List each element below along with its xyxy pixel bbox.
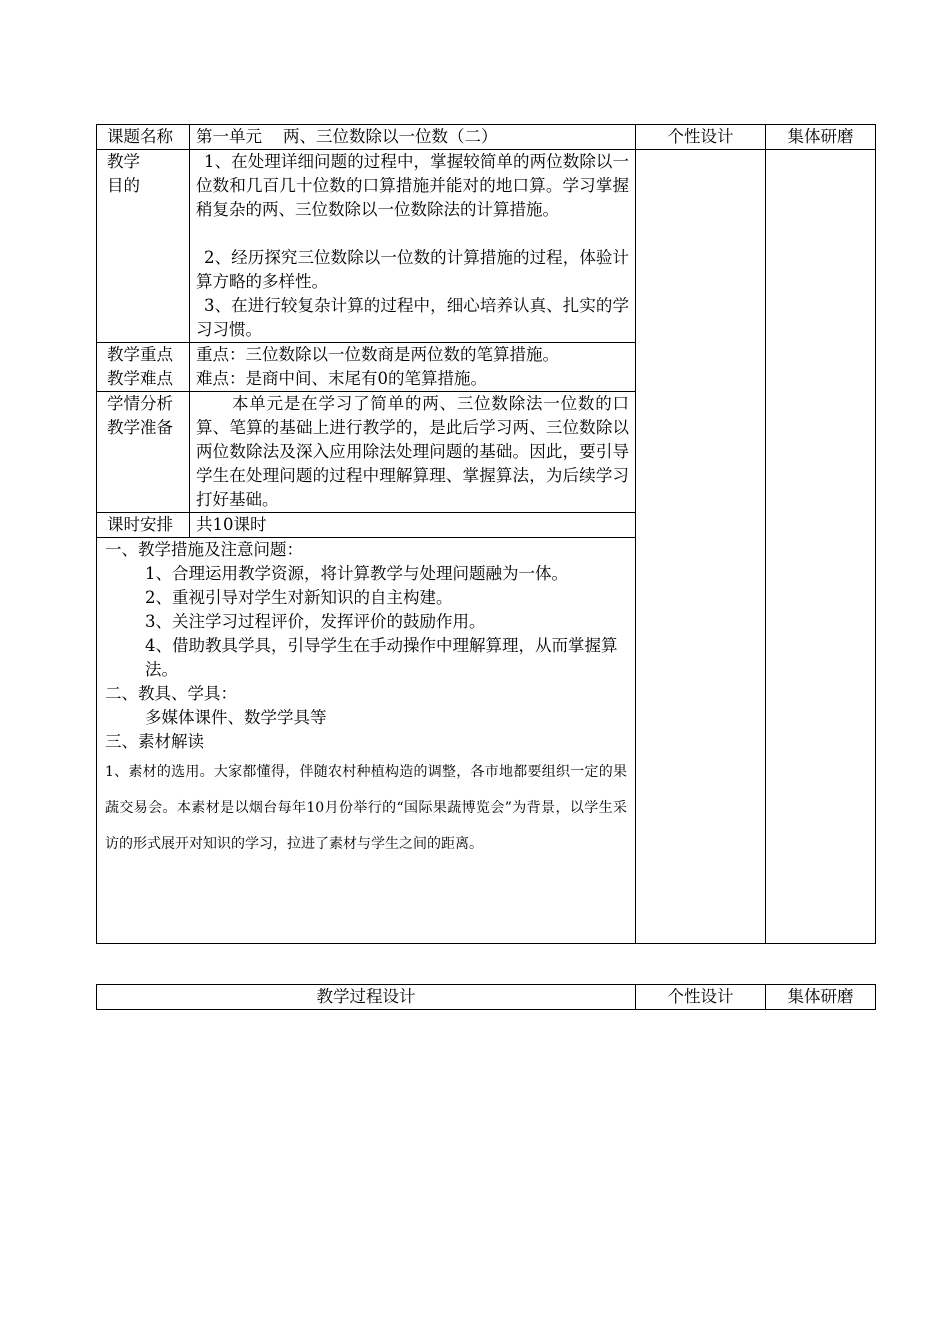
section1-title: 一、教学措施及注意问题： <box>105 540 303 559</box>
objectives-content <box>190 150 636 343</box>
section3-text: 1、素材的选用。大家都懂得，伴随农村种植构造的调整，各市地都要组织一定的果蔬交易会。本素材是以烟台每年10月份举行的“国际果蔬博览会”为背景，以学生采访的形式展开对知识的学习，拉进了素材与学生之间的距离。 <box>105 764 627 852</box>
analysis-label: 学情分析 教学准备 <box>97 392 190 513</box>
focus-text: 重点：三位数除以一位数商是两位数的笔算措施。 <box>196 345 559 364</box>
objective-item-2: 2、经历探究三位数除以一位数的计算措施的过程，体验计算方略的多样性。 <box>196 248 629 291</box>
process-design-header: 教学过程设计 <box>97 985 636 1010</box>
process-personal-header: 个性设计 <box>636 985 766 1010</box>
topic-value: 第一单元 两、三位数除以一位数（二） <box>190 125 636 150</box>
objectives-label: 教学 目的 <box>97 150 190 343</box>
process-collective-header: 集体研磨 <box>766 985 876 1010</box>
key-points-label: 教学重点 教学难点 <box>97 343 190 392</box>
personal-design-header: 个性设计 <box>636 125 766 150</box>
process-header-row <box>97 985 876 1010</box>
objective-item-1: 1、在处理详细问题的过程中，掌握较简单的两位数除以一位数和几百几十位数的口算措施并能对的地口算。学习掌握稍复杂的两、三位数除以一位数除法的计算措施。 <box>196 152 629 219</box>
objectives-row <box>97 150 876 343</box>
personal-design-cell[interactable] <box>636 150 766 944</box>
schedule-value: 共10课时 <box>190 513 636 538</box>
section3-title: 三、素材解读 <box>105 732 204 751</box>
difficulty-text: 难点：是商中间、末尾有0的笔算措施。 <box>196 369 487 388</box>
schedule-label: 课时安排 <box>97 513 190 538</box>
section2-title: 二、教具、学具： <box>105 684 237 703</box>
key-points-content <box>190 343 636 392</box>
analysis-text: 本单元是在学习了简单的两、三位数除法一位数的口算、笔算的基础上进行教学的，是此后学习两、三位数除以两位数除法及深入应用除法处理问题的基础。因此，要引导学生在处理问题的过程中理解算理、掌握算法，为后续学习打好基础。 <box>196 394 629 509</box>
body-content <box>97 538 636 944</box>
topic-label: 课题名称 <box>97 125 190 150</box>
section2-item: 多媒体课件、数学学具等 <box>145 708 327 727</box>
header-row <box>97 125 876 150</box>
process-table <box>96 984 876 1010</box>
collective-review-header: 集体研磨 <box>766 125 876 150</box>
analysis-content <box>190 392 636 513</box>
section1-item-4: 4、借助教具学具，引导学生在手动操作中理解算理，从而掌握算法。 <box>145 636 618 679</box>
section1-item-1: 1、合理运用教学资源，将计算教学与处理问题融为一体。 <box>145 564 568 583</box>
lesson-plan-table <box>96 124 876 944</box>
section1-item-3: 3、关注学习过程评价，发挥评价的鼓励作用。 <box>145 612 486 631</box>
section1-item-2: 2、重视引导对学生对新知识的自主构建。 <box>145 588 453 607</box>
objective-item-3: 3、在进行较复杂计算的过程中，细心培养认真、扎实的学习习惯。 <box>196 296 629 339</box>
collective-review-cell[interactable] <box>766 150 876 944</box>
